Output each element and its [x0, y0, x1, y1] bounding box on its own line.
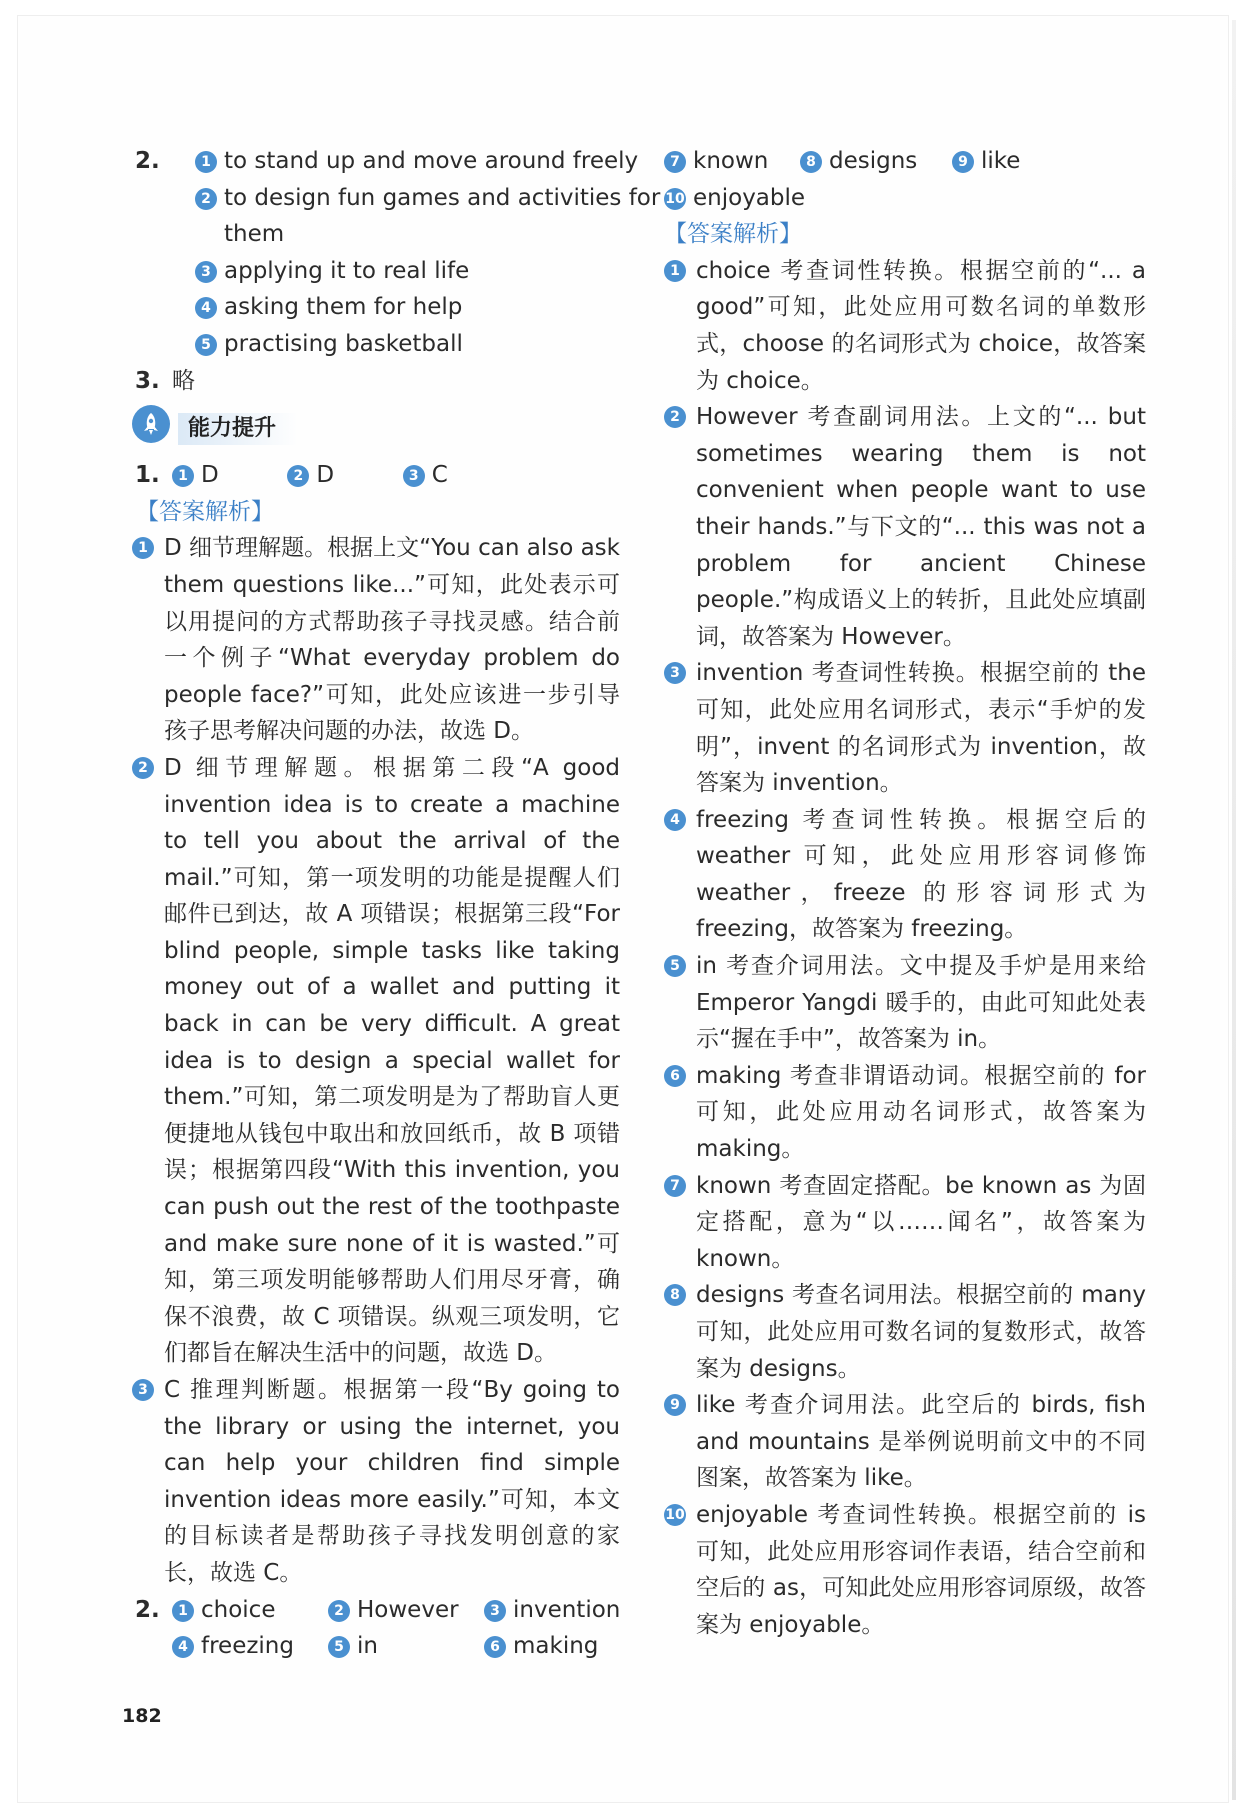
- analysis-paragraph-10: [664, 1497, 1146, 1643]
- circled-number-1: 1: [172, 465, 194, 487]
- circled-number-2: 2: [287, 465, 309, 487]
- part2-answers-row-2: [132, 1628, 620, 1665]
- answer-word: enjoyable: [693, 184, 806, 211]
- part2-answers-row-3: [664, 143, 1146, 180]
- page-edge-shadow: [1232, 20, 1236, 1800]
- answer-text: to design fun games and activities for: [224, 184, 661, 211]
- circled-number-9: 9: [664, 1394, 686, 1416]
- answer-letter: D: [201, 462, 219, 489]
- circled-number-4: 4: [664, 809, 686, 831]
- analysis-paragraph-4: [664, 802, 1146, 948]
- circled-number-8: 8: [800, 151, 822, 173]
- answer-letter: C: [431, 462, 448, 489]
- circled-number-4: 4: [195, 297, 217, 319]
- circled-number-5: 5: [664, 955, 686, 977]
- circled-number-8: 8: [664, 1284, 686, 1306]
- q2-item-4: [132, 289, 620, 326]
- answer-word: known: [693, 148, 769, 174]
- answer-word: designs: [829, 148, 918, 174]
- analysis-paragraph-7: [664, 1168, 1146, 1278]
- q3-row: [132, 363, 620, 400]
- analysis-paragraph-8: [664, 1277, 1146, 1387]
- part2-answers-row-4: [664, 180, 1146, 217]
- circled-number-1: 1: [664, 260, 686, 282]
- answer-text: 略: [172, 367, 195, 394]
- part1-answers: [132, 457, 620, 494]
- answer-word: making: [513, 1633, 599, 1660]
- question-number: 3.: [135, 367, 160, 394]
- circled-number-10: 10: [664, 188, 686, 210]
- explanation-text: freezing 考查词性转换。根据空后的 weather 可知，此处应用形容词修饰 weather，freeze 的形容词形式为 freezing，故答案为 freezing。: [696, 806, 1146, 943]
- answer-word: choice: [201, 1596, 276, 1623]
- analysis-paragraph-5: [664, 948, 1146, 1058]
- circled-number-4: 4: [172, 1636, 194, 1658]
- circled-number-2: 2: [195, 188, 217, 210]
- explanation-text: known 考查固定搭配。be known as 为固定搭配，意为“以……闻名”，故答案为 known。: [696, 1172, 1146, 1272]
- section-header: [132, 405, 620, 453]
- analysis-label: 【答案解析】: [664, 221, 802, 248]
- explanation-text: like 考查介词用法。此空后的 birds, fish and mountains 是举例说明前文中的不同图案，故答案为 like。: [696, 1392, 1146, 1492]
- answer-text: practising basketball: [224, 330, 463, 357]
- circled-number-9: 9: [952, 151, 974, 173]
- page-number: 182: [122, 1705, 162, 1727]
- circled-number-1: 1: [195, 151, 217, 173]
- explanation-text: enjoyable 考查词性转换。根据空前的 is 可知，此处应用形容词作表语，结合空前和空后的 as，可知此处应用形容词原级，故答案为 enjoyable。: [696, 1501, 1146, 1638]
- circled-number-5: 5: [328, 1636, 350, 1658]
- answer-letter: D: [316, 462, 335, 489]
- explanation-text: D 细节理解题。根据第二段“A good invention idea is to create a machine to tell you about the arrival of the mail.”可知，第一项发明的功能是提醒人们邮件已到达，故 A 项错误；根据第三段“For blind people, simple tasks like taking money out of a wallet and putting it back in can be very difficult. A great idea is to design a special wallet for them.”可知，第二项发明是为了帮助盲人更便捷地从钱包中取出和放回纸币，故 B 项错误；根据第四段“With this invention, you can push out the rest of the toothpaste and make sure none of it is wasted.”可知，第三项发明能够帮助人们用尽牙膏，确保不浪费，故 C 项错误。纵观三项发明，它们都旨在解决生活中的问题，故选 D。: [164, 754, 620, 1367]
- left-column: [132, 143, 661, 1665]
- explanation-text: designs 考查名词用法。根据空前的 many 可知，此处应用可数名词的复数形式，故答案为 designs。: [696, 1282, 1146, 1382]
- analysis-paragraph-3: [664, 655, 1146, 801]
- analysis-paragraph-2: [132, 750, 620, 1372]
- answer-text-continued: them: [224, 221, 285, 248]
- section-title: 能力提升: [178, 413, 298, 445]
- rocket-icon: [132, 405, 170, 443]
- explanation-text: in 考查介词用法。文中提及手炉是用来给 Emperor Yangdi 暖手的，由此可知此处表示“握在手中”，故答案为 in。: [696, 953, 1146, 1053]
- answer-text: to stand up and move around freely: [224, 148, 639, 174]
- circled-number-3: 3: [484, 1600, 506, 1622]
- q2-item-1: [132, 143, 639, 180]
- circled-number-1: 1: [172, 1600, 194, 1622]
- analysis-paragraph-2: [664, 399, 1146, 655]
- analysis-paragraph-1: [664, 253, 1146, 399]
- right-column: [664, 143, 1146, 1643]
- answer-word: freezing: [201, 1633, 294, 1660]
- explanation-text: invention 考查词性转换。根据空前的 the 可知，此处应用名词形式，表示“手炉的发明”，invent 的名词形式为 invention，故答案为 invention。: [696, 660, 1146, 797]
- answer-text: asking them for help: [224, 294, 463, 321]
- analysis-label: 【答案解析】: [136, 498, 274, 525]
- q2-item-3: [132, 253, 620, 290]
- circled-number-2: 2: [664, 406, 686, 428]
- analysis-paragraph-1: [132, 530, 620, 750]
- circled-number-6: 6: [484, 1636, 506, 1658]
- explanation-text: However 考查副词用法。上文的“... but sometimes wearing them is not convenient when people want to use their hands.”与下文的“... this was not a problem for ancient Chinese people.”构成语义上的转折，且此处应填副词，故答案为 However。: [696, 404, 1146, 650]
- circled-number-10: 10: [664, 1504, 686, 1526]
- question-number: 2.: [135, 1596, 160, 1623]
- answer-word: in: [357, 1633, 378, 1660]
- circled-number-1: 1: [132, 537, 154, 559]
- answer-text: applying it to real life: [224, 257, 470, 284]
- circled-number-3: 3: [403, 465, 425, 487]
- circled-number-2: 2: [328, 1600, 350, 1622]
- analysis-paragraph-3: [132, 1372, 620, 1592]
- explanation-text: D 细节理解题。根据上文“You can also ask them questions like...”可知，此处表示可以用提问的方式帮助孩子寻找灵感。结合前一个例子“What everyday problem do people face?”可知，此处应该进一步引导孩子思考解决问题的办法，故选 D。: [164, 535, 620, 745]
- explanation-text: making 考查非谓语动词。根据空前的 for 可知，此处应用动名词形式，故答案为 making。: [696, 1062, 1146, 1163]
- question-number: 1.: [135, 462, 160, 489]
- circled-number-3: 3: [195, 261, 217, 283]
- analysis-paragraph-9: [664, 1387, 1146, 1497]
- answer-word: like: [981, 148, 1021, 174]
- analysis-paragraph-6: [664, 1058, 1146, 1168]
- circled-number-3: 3: [132, 1379, 154, 1401]
- answer-word: However: [357, 1596, 459, 1623]
- answer-word: invention: [513, 1596, 621, 1623]
- part2-answers-row-1: [132, 1592, 620, 1629]
- explanation-text: C 推理判断题。根据第一段“By going to the library or using the internet, you can help your children find simple invention ideas more easily.”可知，本文的目标读者是帮助孩子寻找发明创意的家长，故选 C。: [164, 1377, 620, 1586]
- question-number: 2.: [135, 148, 160, 174]
- q2-item-5: [132, 326, 620, 363]
- q2-item-2: [132, 180, 661, 217]
- circled-number-6: 6: [664, 1065, 686, 1087]
- circled-number-7: 7: [664, 151, 686, 173]
- circled-number-7: 7: [664, 1175, 686, 1197]
- circled-number-3: 3: [664, 662, 686, 684]
- circled-number-5: 5: [195, 334, 217, 356]
- explanation-text: choice 考查词性转换。根据空前的“... a good”可知，此处应用可数名词的单数形式，choose 的名词形式为 choice，故答案为 choice。: [696, 257, 1146, 394]
- circled-number-2: 2: [132, 757, 154, 779]
- q2-item-2-continued: [132, 216, 620, 253]
